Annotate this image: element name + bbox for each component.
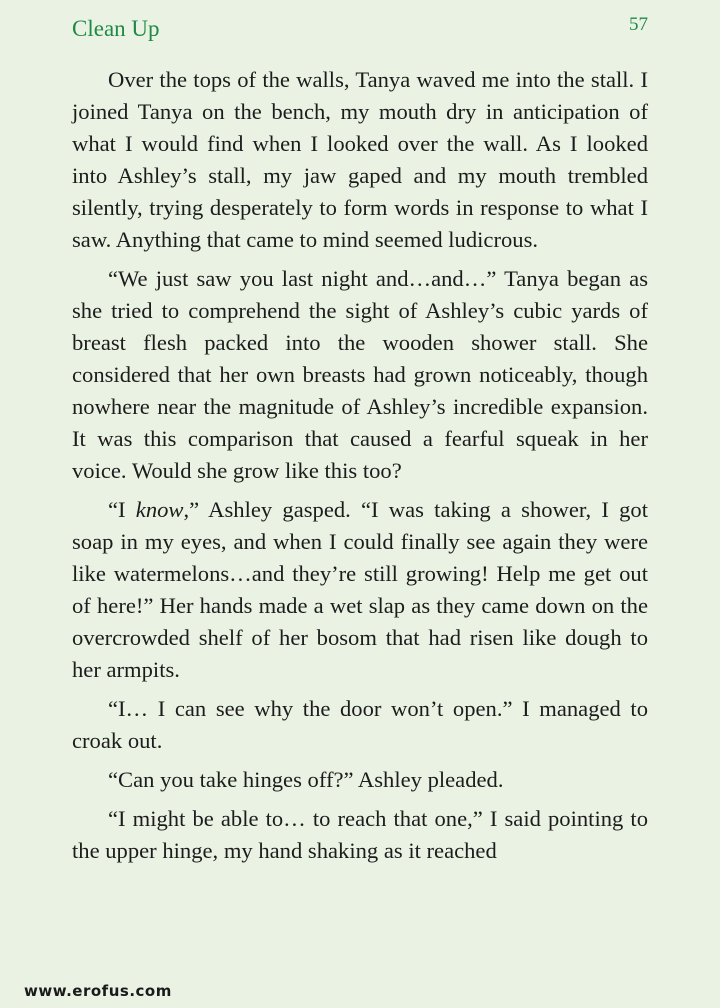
paragraph (72, 494, 648, 686)
text-run: “Can you take hinges off?” Ashley pleaded. (108, 767, 504, 792)
text-run: “We just saw you last night and…and…” Tanya began as she tried to comprehend the sight of Ashley’s cubic yards of breast flesh packed into the wooden shower stall. She considered that her own breasts had grown noticeably, though nowhere near the magnitude of Ashley’s incredible expansion. It was this comparison that caused a fearful squeak in her voice. Would she grow like this too? (72, 266, 648, 483)
emphasis: know (135, 497, 184, 522)
paragraph (72, 263, 648, 487)
text-run: “I… I can see why the door won’t open.” I managed to croak out. (72, 696, 648, 753)
text-run: ,” Ashley gasped. “I was taking a shower, I got soap in my eyes, and when I could finally see again they were like watermelons…and they’re still growing! Help me get out of here!” Her hands made a wet slap as they came down on the overcrowded shelf of her bosom that had risen like dough to her armpits. (72, 497, 649, 682)
text-run: “I (108, 497, 136, 522)
watermark: www.erofus.com (24, 982, 172, 1000)
paragraph (72, 64, 648, 256)
body-text (72, 64, 648, 874)
paragraph (72, 803, 648, 867)
paragraph (72, 764, 648, 796)
text-run: Over the tops of the walls, Tanya waved me into the stall. I joined Tanya on the bench, my mouth dry in anticipation of what I would find when I looked over the wall. As I looked into Ashley’s stall, my jaw gaped and my mouth trembled silently, trying desperately to form words in response to what I saw. Anything that came to mind seemed ludicrous. (72, 67, 648, 252)
page-number: 57 (629, 14, 648, 35)
running-head: Clean Up (72, 16, 160, 41)
text-run: “I might be able to… to reach that one,” I said pointing to the upper hinge, my hand shaking as it reached (72, 806, 648, 863)
paragraph (72, 693, 648, 757)
